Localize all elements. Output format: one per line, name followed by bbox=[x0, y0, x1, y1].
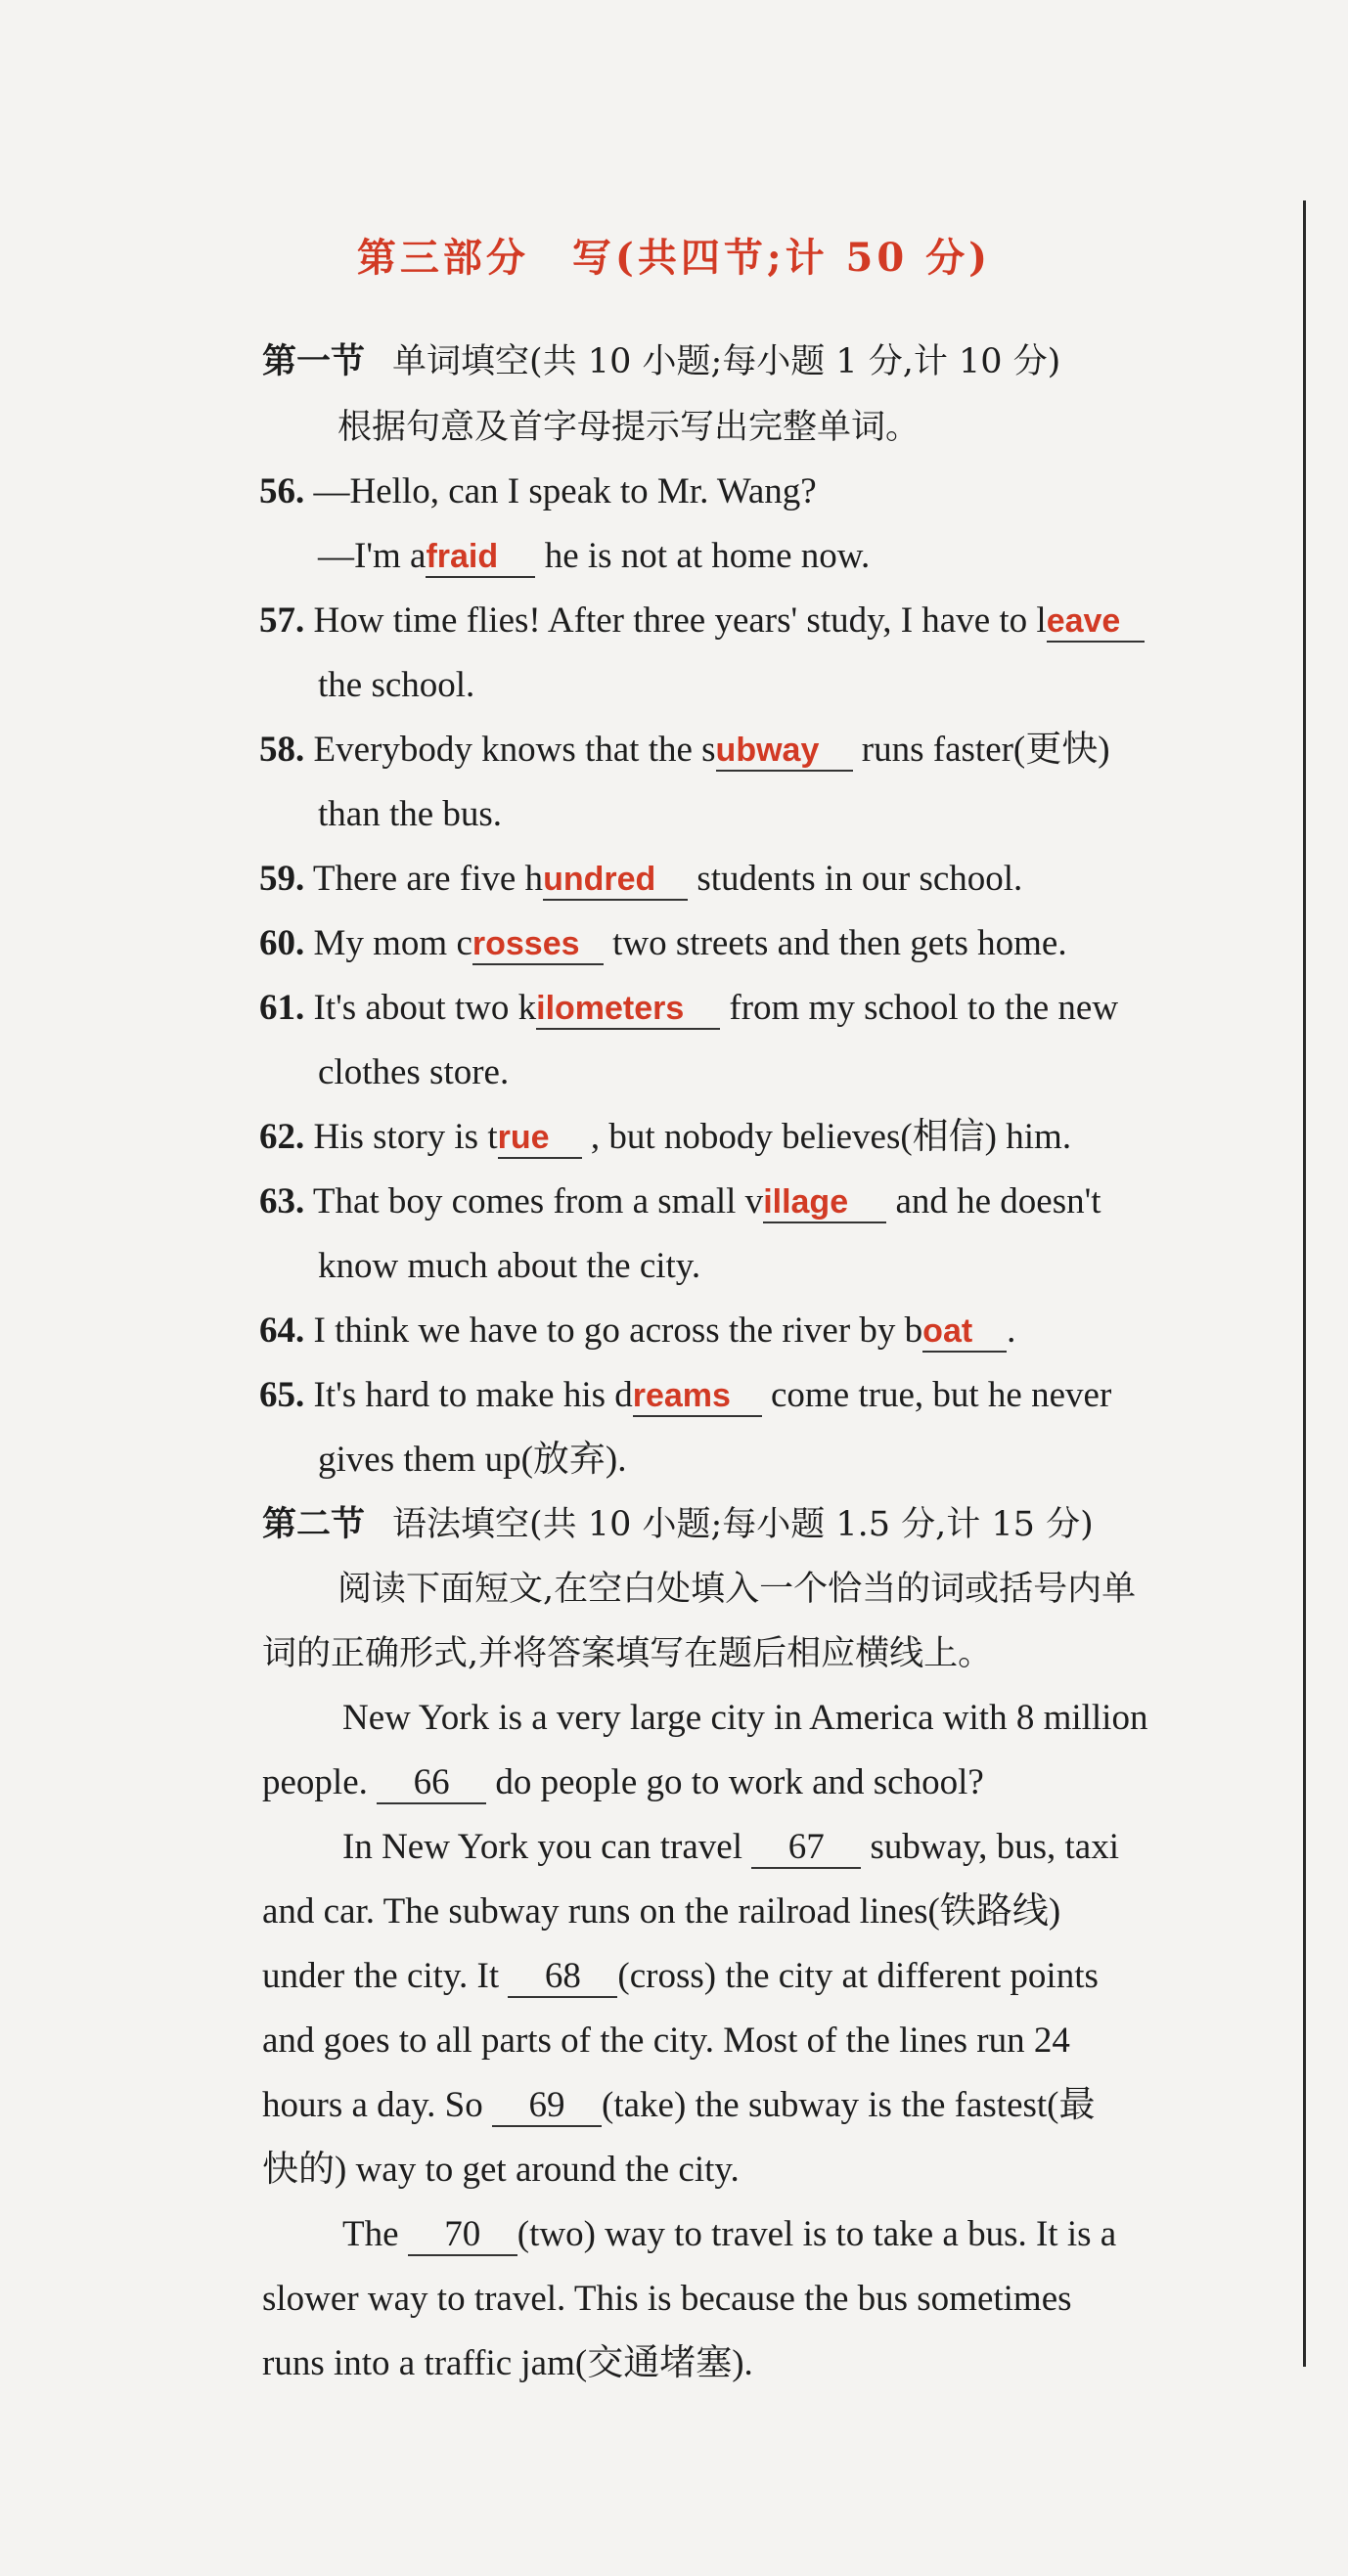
section2-detail: 语法填空(共 10 小题;每小题 1.5 分,计 15 分) bbox=[392, 1505, 1094, 1544]
numbered-blank: 70 bbox=[408, 2215, 517, 2256]
question-text: runs faster(更快) bbox=[861, 730, 1110, 770]
answer-blank: oat bbox=[922, 1311, 1007, 1353]
passage-line: and goes to all parts of the city. Most of the lines run 24 bbox=[262, 2021, 1070, 2061]
question-59 bbox=[259, 853, 1022, 906]
question-57-line2: the school. bbox=[318, 665, 475, 705]
question-text: come true, but he never bbox=[771, 1375, 1112, 1415]
answer-blank: undred bbox=[543, 860, 688, 901]
passage-text: The bbox=[342, 2214, 399, 2254]
question-65 bbox=[259, 1369, 1111, 1422]
numbered-blank: 66 bbox=[377, 1763, 486, 1804]
section2-heading bbox=[262, 1498, 1094, 1551]
answer-blank: reams bbox=[633, 1376, 762, 1417]
question-text: and he doesn't bbox=[895, 1181, 1101, 1221]
section2-instruction-line2: 词的正确形式,并将答案填写在题后相应横线上。 bbox=[262, 1634, 993, 1673]
question-63 bbox=[259, 1176, 1101, 1228]
passage-text: subway, bus, taxi bbox=[870, 1827, 1120, 1867]
question-60 bbox=[259, 917, 1067, 970]
passage-text: hours a day. So bbox=[262, 2085, 483, 2125]
question-number: 64. bbox=[259, 1310, 305, 1351]
passage-line: 快的) way to get around the city. bbox=[262, 2150, 740, 2190]
passage-text: (take) the subway is the fastest(最 bbox=[602, 2085, 1096, 2125]
section2-instruction-line1: 阅读下面短文,在空白处填入一个恰当的词或括号内单 bbox=[337, 1570, 1137, 1609]
passage-line bbox=[342, 2208, 1116, 2261]
question-text: Everybody knows that the s bbox=[313, 730, 716, 770]
question-text: students in our school. bbox=[696, 859, 1023, 899]
question-text: two streets and then gets home. bbox=[612, 923, 1067, 963]
question-56 bbox=[259, 466, 817, 518]
question-number: 61. bbox=[259, 988, 305, 1028]
question-text: His story is t bbox=[313, 1117, 498, 1157]
question-number: 58. bbox=[259, 730, 305, 770]
numbered-blank: 67 bbox=[751, 1828, 861, 1869]
passage-text: (cross) the city at different points bbox=[617, 1956, 1099, 1996]
question-57 bbox=[259, 595, 1145, 647]
section1-heading bbox=[262, 335, 1060, 388]
passage-line: slower way to travel. This is because the bus sometimes bbox=[262, 2279, 1072, 2319]
passage-line bbox=[342, 1821, 1119, 1874]
question-text: It's hard to make his d bbox=[313, 1375, 633, 1415]
right-margin-rule bbox=[1303, 200, 1306, 2367]
answer-blank: eave bbox=[1047, 601, 1145, 643]
question-text: . bbox=[1007, 1310, 1016, 1351]
question-number: 59. bbox=[259, 859, 305, 899]
answer-blank: illage bbox=[763, 1182, 886, 1223]
part-title: 第三部分 写(共四节;计 50 分) bbox=[356, 235, 992, 281]
answer-blank: ubway bbox=[716, 731, 853, 772]
passage-line: runs into a traffic jam(交通堵塞). bbox=[262, 2343, 753, 2383]
question-58 bbox=[259, 724, 1110, 777]
passage-text: do people go to work and school? bbox=[495, 1762, 984, 1802]
question-text: , but nobody believes(相信) him. bbox=[590, 1117, 1072, 1157]
question-text: How time flies! After three years' study, I have to l bbox=[313, 600, 1047, 641]
passage-line: and car. The subway runs on the railroad lines(铁路线) bbox=[262, 1891, 1061, 1932]
question-number: 57. bbox=[259, 600, 305, 641]
question-number: 63. bbox=[259, 1181, 305, 1221]
passage-text: under the city. It bbox=[262, 1956, 500, 1996]
passage-text: In New York you can travel bbox=[342, 1827, 742, 1867]
question-text: he is not at home now. bbox=[544, 536, 871, 576]
question-61-line2: clothes store. bbox=[318, 1052, 510, 1092]
answer-blank: fraid bbox=[426, 537, 535, 578]
section1-label: 第一节 bbox=[262, 341, 366, 381]
passage-line: New York is a very large city in America with 8 million bbox=[342, 1698, 1148, 1738]
question-text: —I'm a bbox=[318, 536, 427, 576]
passage-line bbox=[262, 1950, 1099, 2003]
question-58-line2: than the bus. bbox=[318, 794, 503, 834]
answer-blank: ilometers bbox=[536, 989, 720, 1030]
question-number: 62. bbox=[259, 1117, 305, 1157]
question-number: 65. bbox=[259, 1375, 305, 1415]
question-number: 60. bbox=[259, 923, 305, 963]
question-text: —Hello, can I speak to Mr. Wang? bbox=[313, 471, 817, 511]
question-text: from my school to the new bbox=[729, 988, 1119, 1028]
passage-text: (two) way to travel is to take a bus. It is a bbox=[517, 2214, 1117, 2254]
numbered-blank: 69 bbox=[492, 2086, 602, 2127]
question-64 bbox=[259, 1305, 1015, 1357]
section1-instruction: 根据句意及首字母提示写出完整单词。 bbox=[337, 408, 921, 447]
question-63-line2: know much about the city. bbox=[318, 1246, 701, 1286]
question-text: My mom c bbox=[313, 923, 472, 963]
answer-blank: rue bbox=[498, 1118, 582, 1159]
question-65-line2: gives them up(放弃). bbox=[318, 1440, 627, 1480]
question-56-line2 bbox=[318, 530, 870, 583]
section2-label: 第二节 bbox=[262, 1504, 366, 1544]
passage-line bbox=[262, 1756, 984, 1809]
numbered-blank: 68 bbox=[508, 1957, 617, 1998]
question-number: 56. bbox=[259, 471, 305, 511]
passage-line bbox=[262, 2079, 1096, 2132]
passage-text: people. bbox=[262, 1762, 368, 1802]
answer-blank: rosses bbox=[472, 924, 604, 965]
question-text: There are five h bbox=[312, 859, 544, 899]
section1-detail: 单词填空(共 10 小题;每小题 1 分,计 10 分) bbox=[392, 342, 1061, 381]
question-text: I think we have to go across the river by b bbox=[313, 1310, 923, 1351]
question-62 bbox=[259, 1111, 1071, 1164]
question-text: It's about two k bbox=[313, 988, 537, 1028]
question-text: That boy comes from a small v bbox=[312, 1181, 764, 1221]
question-61 bbox=[259, 982, 1118, 1035]
